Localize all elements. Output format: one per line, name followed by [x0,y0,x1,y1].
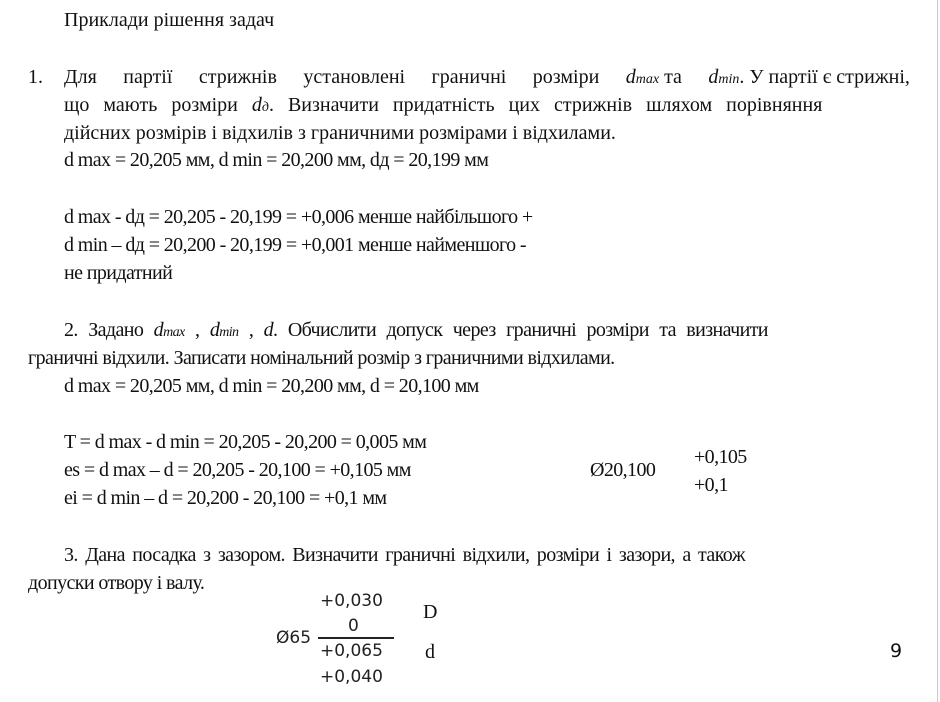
problem-1-line-3: дійсних розмірів і відхилів з граничними розмірами і відхилами. [64,122,616,144]
hole-upper-deviation: +0,030 [320,591,383,611]
problem-1-calc-min: d min – dд = 20,200 - 20,199 = +0,001 менше найменшого - [64,234,526,256]
problem-2-line-2: граничні відхили. Записати номінальний розмір з граничними відхилами. [28,347,615,369]
problem-1-line-2: що мають розміри dд. Визначити придатність цих стрижнів шляхом порівняння [64,94,823,116]
fraction-bar [318,637,394,639]
problem-2-calc-es: es = d max – d = 20,205 - 20,100 = +0,105 мм [64,459,411,481]
shaft-lower-deviation: +0,040 [320,667,383,687]
shaft-label: d [425,641,435,663]
problem-3-line-2: допуски отвору і валу. [28,572,205,594]
fit-nominal-size: Ø65 [276,628,312,648]
problem-2-nominal-size: Ø20,100 [590,459,656,481]
page-number: 9 [890,640,903,662]
section-heading: Приклади рішення задач [64,9,275,31]
problem-1-line-1: Для партії стрижнів установлені граничні розміри dmax та dmin. У партії є стрижні, [64,65,910,92]
problem-3-line-1: 3. Дана посадка з зазором. Визначити граничні відхили, розміри і зазори, а також [64,544,745,566]
problem-2-lower-deviation: +0,1 [694,474,728,496]
problem-2-calc-tolerance: T = d max - d min = 20,205 - 20,200 = 0,005 мм [64,431,427,453]
problem-2-line-1: 2. Задано dmax , dmin , d. Обчислити допуск через граничні розміри та визначити [64,319,768,341]
hole-label: D [423,601,438,623]
dmax-symbol: dmax та [625,66,682,88]
problem-2-calc-ei: ei = d min – d = 20,200 - 20,100 = +0,1 мм [64,487,387,509]
shaft-upper-deviation: +0,065 [320,641,383,661]
page-edge [937,0,938,702]
problem-1-given: d max = 20,205 мм, d min = 20,200 мм, dд = 20,199 мм [64,149,489,171]
dmin-symbol: dmin. У партії є стрижні, [708,66,910,88]
problem-2-given: d max = 20,205 мм, d min = 20,200 мм, d = 20,100 мм [64,375,479,397]
problem-2-upper-deviation: +0,105 [694,446,747,468]
problem-1-conclusion: не придатний [64,262,173,284]
hole-lower-deviation: 0 [348,616,359,636]
problem-1-calc-max: d max - dд = 20,205 - 20,199 = +0,006 менше найбільшого + [64,206,533,228]
problem-1-number: 1. [28,66,43,88]
